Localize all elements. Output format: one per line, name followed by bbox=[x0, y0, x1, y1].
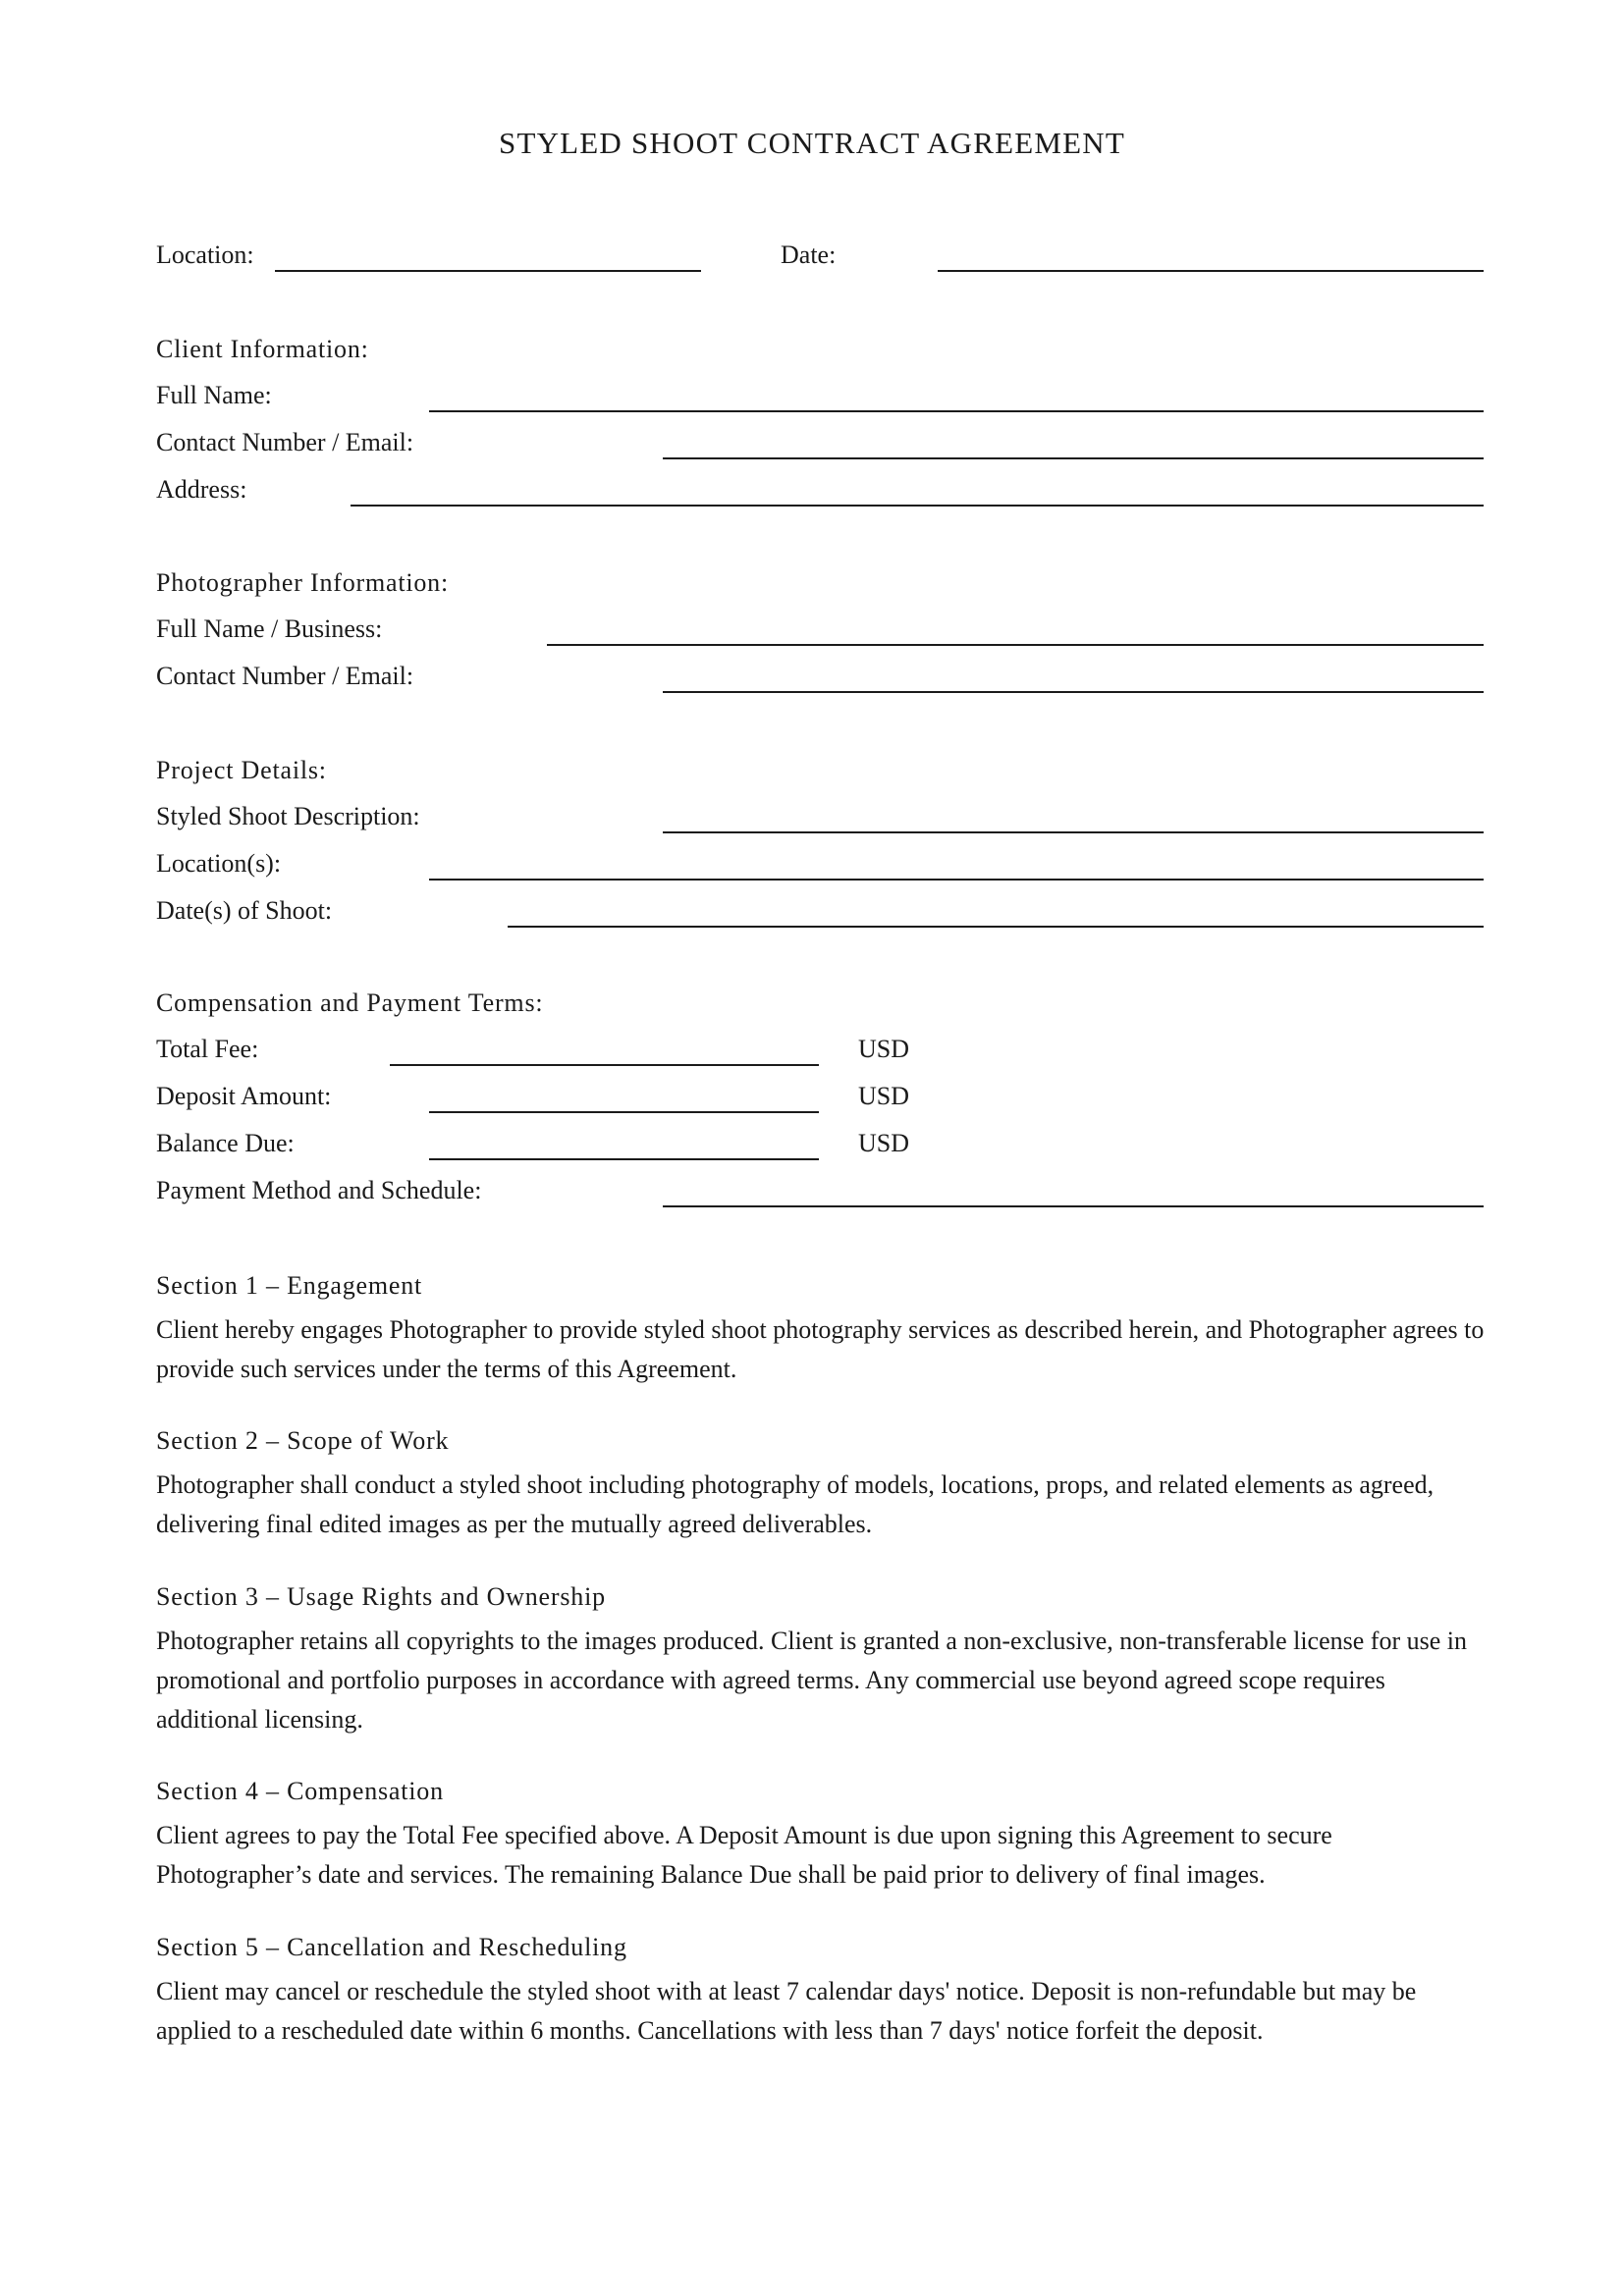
payment-method-field[interactable] bbox=[663, 1205, 1484, 1207]
shoot-locations-label: Location(s): bbox=[156, 849, 282, 878]
client-contact-label: Contact Number / Email: bbox=[156, 428, 414, 456]
section-1-body: Client hereby engages Photographer to provide styled shoot photography services as described herein, and Photographer agrees to provide such services under the terms of this Agreement. bbox=[156, 1315, 1485, 1383]
photographer-name-field[interactable] bbox=[547, 644, 1484, 646]
client-full-name-label: Full Name: bbox=[156, 381, 272, 409]
section-5-heading: Section 5 – Cancellation and Rescheduling bbox=[156, 1933, 627, 1961]
payment-method-label: Payment Method and Schedule: bbox=[156, 1176, 482, 1204]
photographer-information-heading: Photographer Information: bbox=[156, 568, 449, 597]
section-2-body: Photographer shall conduct a styled shoot including photography of models, locations, props, and related elements as agreed, delivering final edited images as per the mutually agreed deliverables. bbox=[156, 1470, 1435, 1538]
shoot-dates-label: Date(s) of Shoot: bbox=[156, 896, 333, 925]
total-fee-currency: USD bbox=[858, 1035, 910, 1063]
section-4-body: Client agrees to pay the Total Fee specified above. A Deposit Amount is due upon signing this Agreement to secure Photographer’s date and services. The remaining Balance Due shall be paid prior to delivery of final images. bbox=[156, 1821, 1332, 1889]
shoot-description-label: Styled Shoot Description: bbox=[156, 802, 420, 830]
deposit-amount-label: Deposit Amount: bbox=[156, 1082, 332, 1110]
deposit-amount-field[interactable] bbox=[429, 1111, 819, 1113]
compensation-heading: Compensation and Payment Terms: bbox=[156, 988, 544, 1017]
date-label: Date: bbox=[781, 240, 837, 269]
balance-due-currency: USD bbox=[858, 1129, 910, 1157]
photographer-name-label: Full Name / Business: bbox=[156, 614, 383, 643]
section-5-body: Client may cancel or reschedule the styled shoot with at least 7 calendar days' notice. Deposit is non-refundable but may be applied to a rescheduled date within 6 months. Cancellations with less than 7 days' notice forfeit the deposit. bbox=[156, 1977, 1417, 2045]
balance-due-label: Balance Due: bbox=[156, 1129, 295, 1157]
section-4-heading: Section 4 – Compensation bbox=[156, 1777, 444, 1805]
project-details-heading: Project Details: bbox=[156, 756, 327, 784]
client-address-field[interactable] bbox=[351, 505, 1484, 507]
deposit-amount-currency: USD bbox=[858, 1082, 910, 1110]
client-information-heading: Client Information: bbox=[156, 335, 369, 363]
section-2-heading: Section 2 – Scope of Work bbox=[156, 1426, 450, 1455]
balance-due-field[interactable] bbox=[429, 1158, 819, 1160]
location-label: Location: bbox=[156, 240, 254, 269]
client-address-label: Address: bbox=[156, 475, 247, 504]
shoot-description-field[interactable] bbox=[663, 831, 1484, 833]
section-1-heading: Section 1 – Engagement bbox=[156, 1271, 423, 1300]
shoot-dates-field[interactable] bbox=[508, 926, 1484, 928]
total-fee-field[interactable] bbox=[390, 1064, 819, 1066]
shoot-locations-field[interactable] bbox=[429, 879, 1484, 881]
section-3-body: Photographer retains all copyrights to the images produced. Client is granted a non-exclusive, non-transferable license for use in promotional and portfolio purposes in accordance with agreed terms. Any commercial use beyond agreed scope requires additional licensing. bbox=[156, 1627, 1467, 1734]
location-field[interactable] bbox=[275, 270, 701, 272]
client-full-name-field[interactable] bbox=[429, 410, 1484, 412]
page-title: STYLED SHOOT CONTRACT AGREEMENT bbox=[499, 126, 1125, 160]
section-3-heading: Section 3 – Usage Rights and Ownership bbox=[156, 1582, 606, 1611]
client-contact-field[interactable] bbox=[663, 457, 1484, 459]
date-field[interactable] bbox=[938, 270, 1484, 272]
photographer-contact-field[interactable] bbox=[663, 691, 1484, 693]
total-fee-label: Total Fee: bbox=[156, 1035, 259, 1063]
photographer-contact-label: Contact Number / Email: bbox=[156, 662, 414, 690]
